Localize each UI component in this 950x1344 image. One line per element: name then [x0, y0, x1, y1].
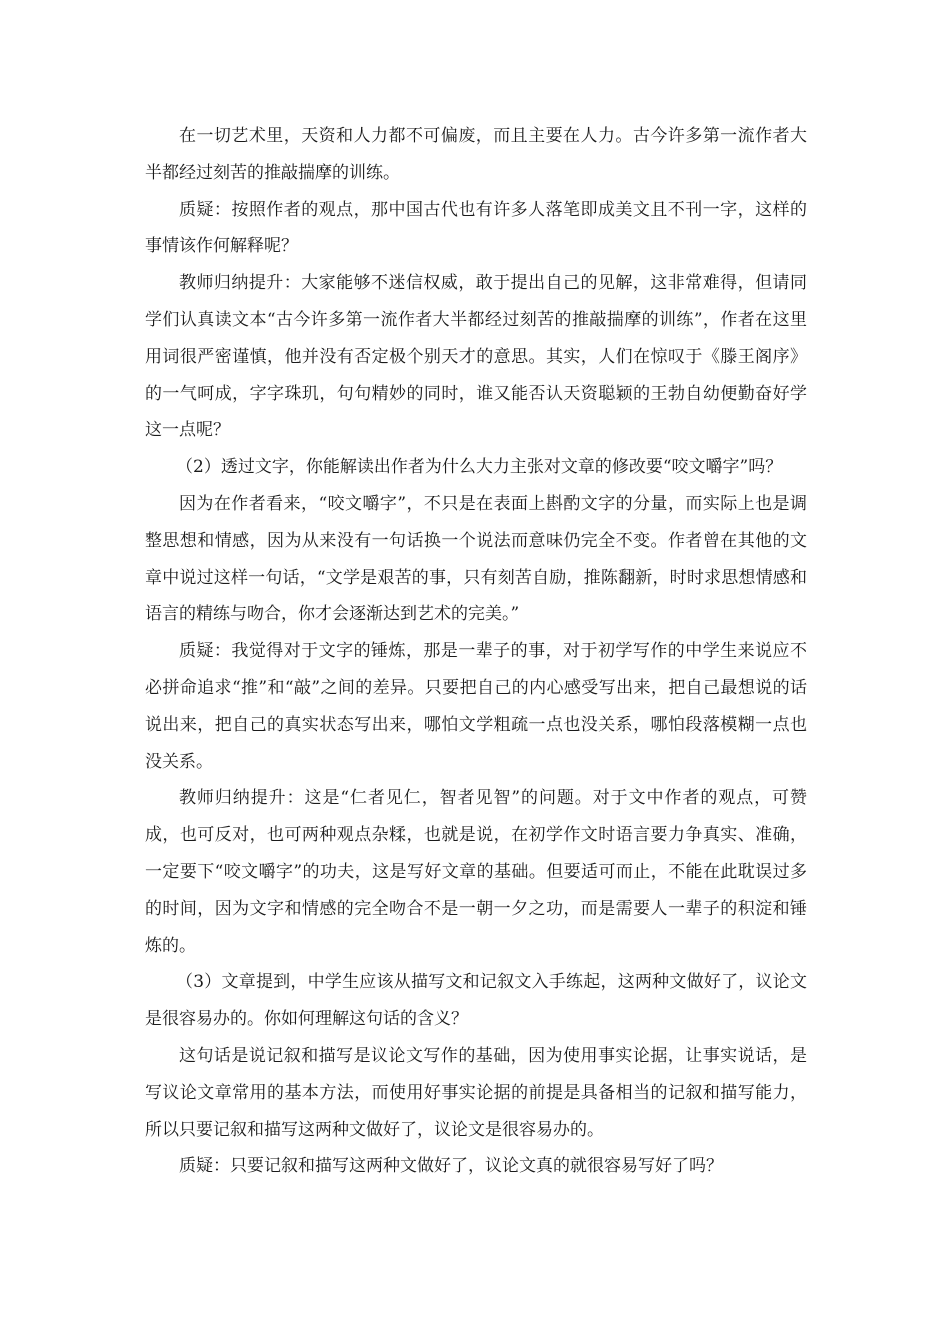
paragraph-doubt-word-refining: 质疑：我觉得对于文字的锤炼，那是一辈子的事，对于初学写作的中学生来说应不必拼命追求“推”和“敲”之间的差异。只要把自己的内心感受写出来，把自己最想说的话说出来，把自己的真实状态写出来，哪怕文学粗疏一点也没关系，哪怕段落模糊一点也没关系。 [145, 641, 807, 772]
paragraph-art-talent: 在一切艺术里，天资和人力都不可偏废，而且主要在人力。古今许多第一流作者大半都经过刻苦的推敲揣摩的训练。 [145, 126, 807, 183]
paragraph-answer-2: 因为在作者看来，“咬文嚼字”，不只是在表面上斟酌文字的分量，而实际上也是调整思想和情感，因为从来没有一句话换一个说法而意味仍完全不变。作者曾在其他的文章中说过这样一句话，“文学是艰苦的事，只有刻苦自励，推陈翻新，时时求思想情感和语言的精练与吻合，你才会逐渐达到艺术的完美。” [145, 493, 807, 625]
paragraph-doubt-argumentative: 质疑：只要记叙和描写这两种文做好了，议论文真的就很容易写好了吗？ [179, 1156, 723, 1177]
paragraph-teacher-summary-2: 教师归纳提升：这是“仁者见仁，智者见智”的问题。对于文中作者的观点，可赞成，也可反对，也可两种观点杂糅，也就是说，在初学作文时语言要力争真实、准确，一定要下“咬文嚼字”的功夫，这是写好文章的基础。但要适可而止，不能在此耽误过多的时间，因为文字和情感的完全吻合不是一朝一夕之功，而是需要人一辈子的积淀和锤炼的。 [145, 788, 807, 956]
paragraph-answer-3: 这句话是说记叙和描写是议论文写作的基础，因为使用事实论据，让事实说话，是写议论文章常用的基本方法，而使用好事实论据的前提是具备相当的记叙和描写能力，所以只要记叙和描写这两种文做好了，议论文是很容易办的。 [145, 1045, 807, 1140]
paragraph-teacher-summary-1: 教师归纳提升：大家能够不迷信权威，敢于提出自己的见解，这非常难得，但请同学们认真读文本“古今许多第一流作者大半都经过刻苦的推敲揣摩的训练”，作者在这里用词很严密谨慎，他并没有否定极个别天才的意思。其实，人们在惊叹于《滕王阁序》的一气呵成，字字珠玑，句句精妙的同时，谁又能否认天资聪颖的王勃自幼便勤奋好学这一点呢？ [145, 273, 807, 441]
document-body [145, 118, 807, 1185]
paragraph-question-2: （2）透过文字，你能解读出作者为什么大力主张对文章的修改要“咬文嚼字”吗？ [176, 457, 783, 478]
paragraph-question-ancient-writers: 质疑：按照作者的观点，那中国古代也有许多人落笔即成美文且不刊一字，这样的事情该作何解释呢？ [145, 199, 807, 257]
paragraph-question-3: （3）文章提到，中学生应该从描写文和记叙文入手练起，这两种文做好了，议论文是很容易办的。你如何理解这句话的含义？ [145, 972, 807, 1030]
